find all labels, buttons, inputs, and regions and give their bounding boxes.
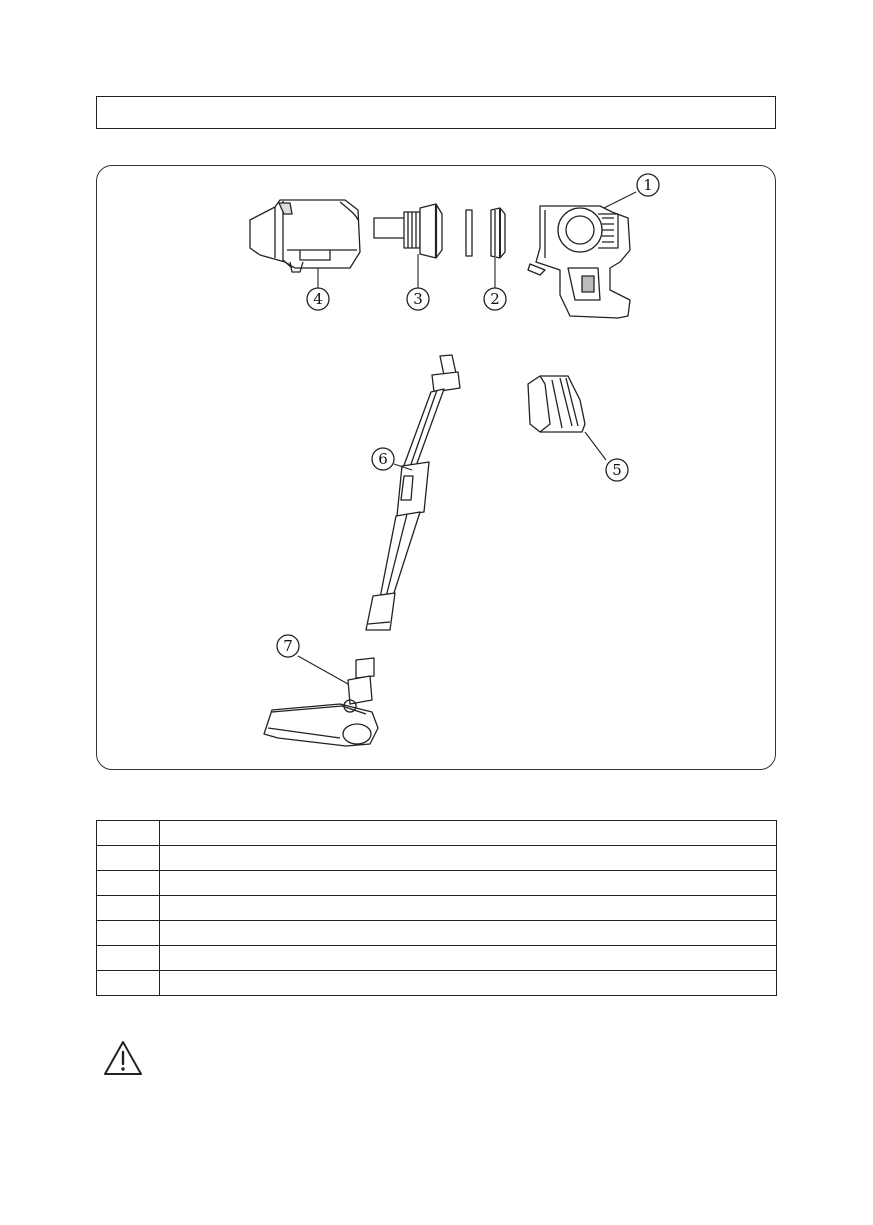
part-name-cell bbox=[160, 921, 777, 946]
part-number-cell bbox=[97, 871, 160, 896]
main-body-part bbox=[528, 206, 630, 318]
part-name-cell bbox=[160, 871, 777, 896]
parts-list-table bbox=[96, 820, 777, 996]
table-row bbox=[97, 921, 777, 946]
filter-seal-part bbox=[466, 208, 505, 258]
table-row bbox=[97, 971, 777, 996]
part-name-cell bbox=[160, 946, 777, 971]
extension-tube-part bbox=[366, 355, 460, 630]
part-name-cell bbox=[160, 821, 777, 846]
callout-label-7: 7 bbox=[283, 637, 293, 655]
callout-label-2: 2 bbox=[490, 290, 500, 308]
battery-pack-part bbox=[528, 376, 585, 432]
table-row bbox=[97, 821, 777, 846]
dust-cup-part bbox=[250, 200, 360, 272]
table-row bbox=[97, 846, 777, 871]
callout-label-6: 6 bbox=[378, 450, 388, 468]
leader-line-7 bbox=[298, 656, 348, 684]
part-number-cell bbox=[97, 921, 160, 946]
part-name-cell bbox=[160, 896, 777, 921]
leader-line-5 bbox=[585, 432, 606, 460]
table-row bbox=[97, 896, 777, 921]
part-number-cell bbox=[97, 971, 160, 996]
callout-label-4: 4 bbox=[313, 290, 323, 308]
filter-part bbox=[374, 204, 442, 258]
part-number-cell bbox=[97, 846, 160, 871]
leader-line-1 bbox=[604, 192, 636, 208]
warning-triangle-icon bbox=[102, 1039, 144, 1077]
part-number-cell bbox=[97, 821, 160, 846]
table-row bbox=[97, 946, 777, 971]
floor-brush-part bbox=[264, 658, 378, 746]
part-number-cell bbox=[97, 896, 160, 921]
callout-label-3: 3 bbox=[413, 290, 423, 308]
part-name-cell bbox=[160, 971, 777, 996]
part-name-cell bbox=[160, 846, 777, 871]
callout-label-5: 5 bbox=[612, 461, 622, 479]
callout-label-1: 1 bbox=[643, 176, 653, 194]
table-row bbox=[97, 871, 777, 896]
part-number-cell bbox=[97, 946, 160, 971]
